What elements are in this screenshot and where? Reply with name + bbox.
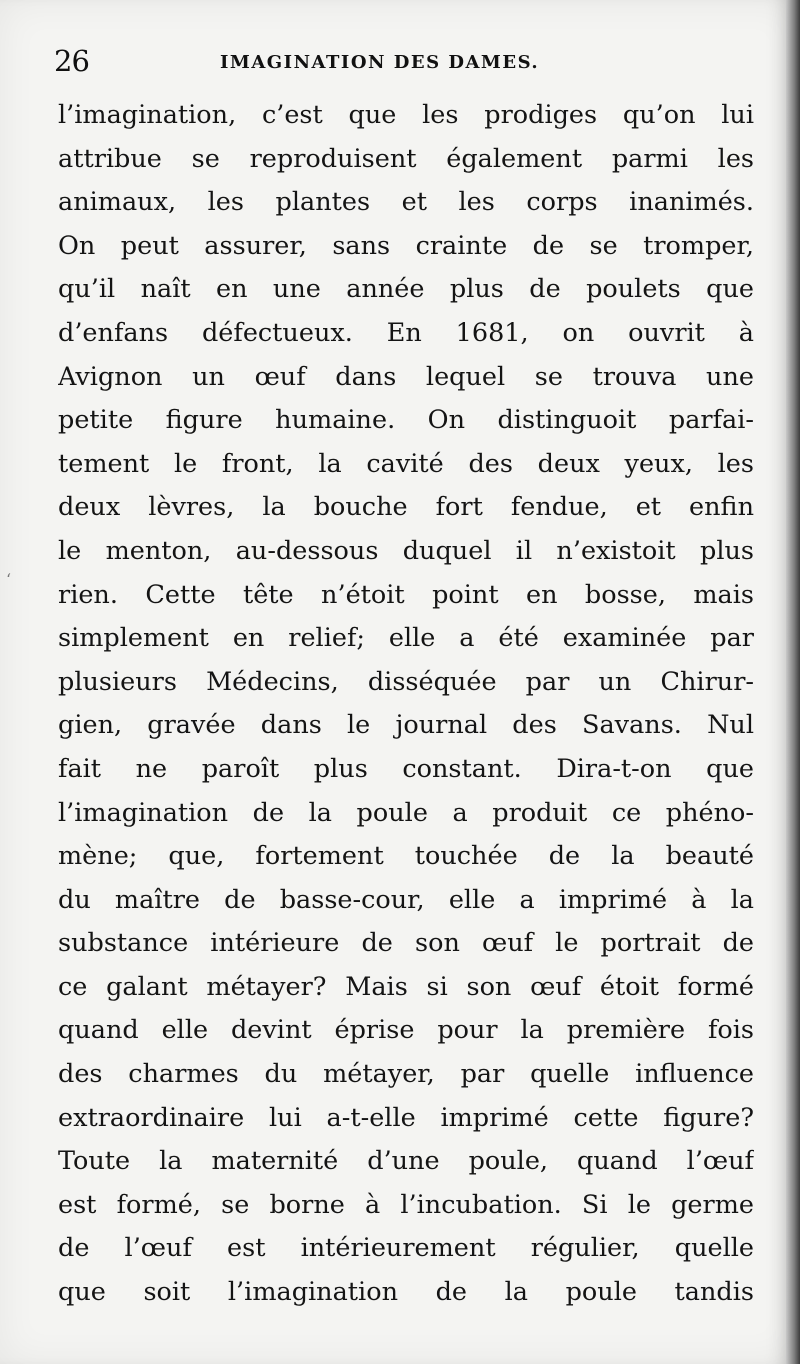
text-line: rien. Cette tête n’étoit point en bosse, mais — [58, 579, 754, 610]
text-line: plusieurs Médecins, disséquée par un Chirur- — [58, 666, 754, 697]
text-line: l’imagination de la poule a produit ce phéno- — [58, 797, 754, 828]
text-line: fait ne paroît plus constant. Dira-t-on que — [58, 753, 754, 784]
body-text — [58, 94, 754, 1315]
text-line: gien, gravée dans le journal des Savans. Nul — [58, 710, 754, 741]
text-line: le menton, au-dessous duquel il n’existoit plus — [58, 535, 754, 566]
text-line: des charmes du métayer, par quelle influence — [58, 1059, 754, 1090]
text-line: simplement en relief; elle a été examinée par — [58, 623, 754, 654]
text-line: extraordinaire lui a-t-elle imprimé cette figure? — [58, 1102, 754, 1133]
text-line: substance intérieure de son œuf le portrait de — [58, 928, 754, 959]
text-line: deux lèvres, la bouche fort fendue, et enfin — [58, 492, 754, 523]
text-line: attribue se reproduisent également parmi les — [58, 143, 754, 174]
text-line: On peut assurer, sans crainte de se tromper, — [58, 230, 754, 261]
text-line: l’imagination, c’est que les prodiges qu’on lui — [58, 100, 754, 130]
text-line: petite figure humaine. On distinguoit parfai- — [58, 405, 754, 436]
text-line: que soit l’imagination de la poule tandis — [58, 1277, 754, 1308]
page-header — [54, 44, 754, 88]
text-line: quand elle devint éprise pour la première fois — [58, 1015, 754, 1046]
page-edge-shadow — [786, 0, 800, 1364]
text-line: du maître de basse-cour, elle a imprimé à la — [58, 884, 754, 915]
text-line: mène; que, fortement touchée de la beauté — [58, 841, 754, 872]
text-line: Avignon un œuf dans lequel se trouva une — [58, 361, 754, 392]
running-title: IMAGINATION DES DAMES. — [220, 52, 540, 73]
text-line: qu’il naît en une année plus de poulets que — [58, 274, 754, 305]
margin-mark: ʻ — [6, 570, 12, 589]
text-line: est formé, se borne à l’incubation. Si le germe — [58, 1189, 754, 1220]
text-line: tement le front, la cavité des deux yeux, les — [58, 448, 754, 479]
text-line: animaux, les plantes et les corps inanimés. — [58, 187, 754, 218]
text-line: Toute la maternité d’une poule, quand l’œuf — [58, 1146, 754, 1177]
text-line: ce galant métayer? Mais si son œuf étoit formé — [58, 971, 754, 1002]
text-line: d’enfans défectueux. En 1681, on ouvrit à — [58, 317, 754, 348]
text-line: de l’œuf est intérieurement régulier, quelle — [58, 1233, 754, 1264]
page-number: 26 — [54, 44, 89, 78]
